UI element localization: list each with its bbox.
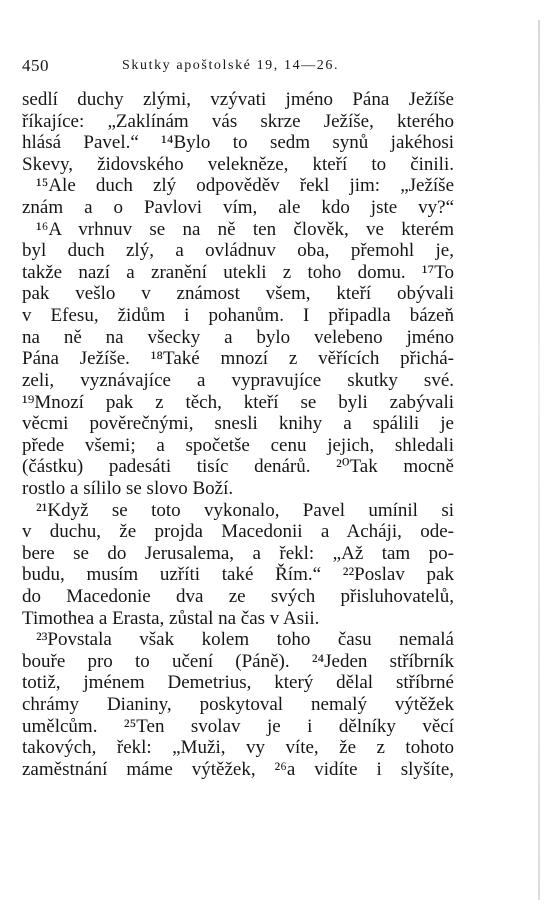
text-line: takže nazí a zranění utekli z toho domu. ¹⁷To bbox=[22, 261, 454, 283]
text-line: umělcům. ²⁵Ten svolav je i dělníky věcí bbox=[22, 715, 454, 737]
text-line: totiž, jménem Demetrius, který dělal stříbrné bbox=[22, 672, 454, 694]
running-title: Skutky apoštolské 19, 14—26. bbox=[122, 58, 340, 73]
text-line: na ně na všecky a bylo velebeno jméno bbox=[22, 326, 454, 348]
text-line: Skevy, židovského velekněze, kteří to činili. bbox=[22, 153, 454, 175]
text-line: věcmi pověrečnými, snesli knihy a spálili je bbox=[22, 413, 454, 435]
text-line: bere se do Jerusalema, a řekl: „Až tam po- bbox=[22, 542, 454, 564]
page-edge-shadow bbox=[538, 20, 540, 900]
text-line: takových, řekl: „Muži, vy víte, že z tohoto bbox=[22, 737, 454, 759]
text-line: v duchu, že projda Macedonii a Acháji, ode- bbox=[22, 521, 454, 543]
text-line: do Macedonie dva ze svých přisluhovatelů, bbox=[22, 586, 454, 608]
text-line: Timothea a Erasta, zůstal na čas v Asii. bbox=[22, 607, 320, 629]
text-line: pak vešlo v známost všem, kteří obývali bbox=[22, 283, 454, 305]
page-number: 450 bbox=[22, 56, 49, 75]
text-line: bouře pro to učení (Páně). ²⁴Jeden stříbrník bbox=[22, 650, 454, 672]
text-line: ¹⁹Mnozí pak z těch, kteří se byli zabývali bbox=[22, 391, 454, 413]
text-line: chrámy Dianiny, poskytoval nemalý výtěžek bbox=[22, 694, 454, 716]
text-line: rostlo a sílilo se slovo Boží. bbox=[22, 477, 234, 499]
text-line: ¹⁵Ale duch zlý odpověděv řekl jim: „Ježíše bbox=[36, 175, 454, 197]
text-line: hlásá Pavel.“ ¹⁴Bylo to sedm synů jakéhosi bbox=[22, 132, 454, 154]
text-line: přede všemi; a spočetše cenu jejich, shledali bbox=[22, 434, 454, 456]
text-line: ²³Povstala však kolem toho času nemalá bbox=[36, 629, 454, 651]
text-line: budu, musím uzříti také Řím.“ ²²Poslav pak bbox=[22, 564, 454, 586]
text-line: zaměstnání máme výtěžek, ²⁶a vidíte i slyšíte, bbox=[22, 758, 454, 780]
text-line: ¹⁶A vrhnuv se na ně ten člověk, ve kterém bbox=[36, 218, 454, 240]
text-line: byl duch zlý, a ovládnuv oba, přemohl je, bbox=[22, 240, 454, 262]
text-line: ²¹Když se toto vykonalo, Pavel umínil si bbox=[36, 499, 454, 521]
text-line: sedlí duchy zlými, vzývati jméno Pána Ježíše bbox=[22, 89, 454, 110]
text-line: v Efesu, židům i pohanům. I připadla bázeň bbox=[22, 305, 454, 327]
running-head bbox=[12, 53, 452, 79]
text-body bbox=[22, 89, 454, 781]
text-line: říkajíce: „Zaklínám vás skrze Ježíše, kterého bbox=[22, 110, 454, 132]
text-line: Pána Ježíše. ¹⁸Také mnozí z věřících přichá- bbox=[22, 348, 454, 370]
text-line: (částku) padesáti tisíc denárů. ²⁰Tak mocně bbox=[22, 456, 454, 478]
text-line: znám a o Pavlovi vím, ale kdo jste vy?“ bbox=[22, 197, 454, 219]
text-line: zeli, vyznávajíce a vypravujíce skutky své. bbox=[22, 369, 454, 391]
